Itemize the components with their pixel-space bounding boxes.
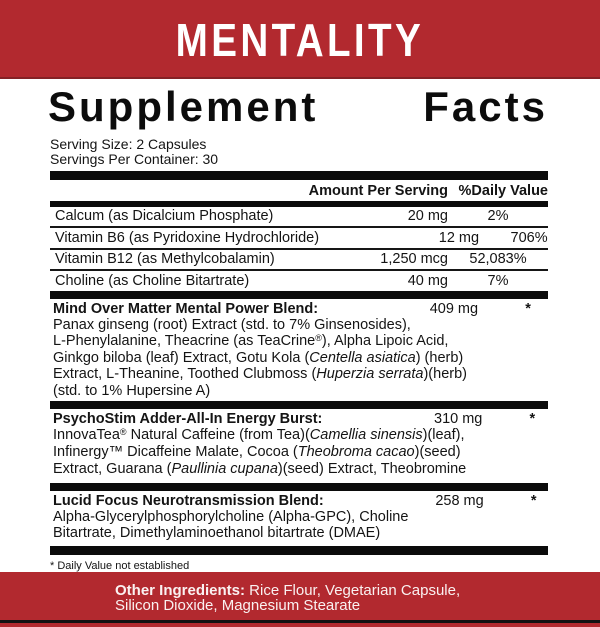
- text-segment: Rice Flour, Vegetarian Capsule,: [245, 581, 461, 599]
- blend-section: [50, 409, 548, 483]
- daily-value-header: %Daily Value: [458, 182, 548, 199]
- nutrient-row: [50, 228, 548, 250]
- other-ingredients-footer: [0, 572, 600, 627]
- supplement-facts-title: [48, 85, 548, 128]
- divider-bar-blend: [50, 546, 548, 555]
- nutrient-amount: 20 mg: [407, 208, 448, 225]
- blend-description-line: [50, 367, 548, 382]
- text-segment: ®: [315, 332, 322, 343]
- blend-description-line: [50, 334, 548, 350]
- blend-title-row: [50, 494, 548, 509]
- divider-bar-blend: [50, 483, 548, 491]
- serving-info: [50, 137, 548, 167]
- text-segment: Centella asiatica: [309, 350, 416, 367]
- blend-description-line: [50, 384, 548, 399]
- text-segment: ®: [119, 427, 127, 438]
- blend-dv-asterisk: *: [530, 492, 537, 509]
- nutrient-rows: [50, 207, 548, 291]
- nutrient-dv: 2%: [487, 208, 509, 225]
- serving-size-line: Serving Size: 2 Capsules: [50, 136, 207, 152]
- title-word-supplement: Supplement: [48, 83, 319, 130]
- text-segment: Other Ingredients:: [115, 581, 246, 599]
- text-segment: Panax ginseng (root) Extract (std. to 7% Ginsenosides),: [53, 316, 411, 333]
- text-segment: )(seed) Extract, Theobromine: [277, 460, 467, 477]
- blend-section: [50, 299, 548, 401]
- nutrient-name: Vitamin B12 (as Methylcobalamin): [55, 251, 275, 268]
- blend-title-row: [50, 302, 548, 317]
- blend-title: Mind Over Matter Mental Power Blend:: [53, 300, 319, 317]
- text-segment: Natural Caffeine (from Tea)(: [126, 427, 310, 444]
- text-segment: )(herb): [423, 366, 467, 383]
- text-segment: ™: [108, 444, 124, 461]
- footer-bottom-rule: [0, 620, 600, 623]
- blend-amount: 310 mg: [434, 411, 483, 428]
- divider-bar-nutrients: [50, 291, 548, 299]
- servings-per-container-line: Servings Per Container: 30: [50, 150, 219, 167]
- blend-dv-asterisk: *: [525, 300, 531, 317]
- nutrient-row: [50, 271, 548, 291]
- other-ingredients-text: [115, 583, 580, 614]
- text-segment: Extract, Guarana (: [53, 460, 172, 477]
- facts-panel: [50, 128, 548, 572]
- text-segment: Dicaffeine Malate, Cocoa (: [123, 444, 298, 461]
- blend-title-row: [50, 412, 548, 427]
- nutrient-amount: 1,250 mcg: [380, 251, 448, 268]
- nutrient-name: Vitamin B6 (as Pyridoxine Hydrochloride): [55, 229, 320, 246]
- blend-title: PsychoStim Adder-All-In Energy Burst:: [53, 411, 323, 428]
- table-header-row: [50, 180, 548, 201]
- text-segment: ) (herb): [415, 350, 464, 367]
- nutrient-amount: 12 mg: [438, 229, 480, 246]
- amount-per-serving-header: Amount Per Serving: [308, 182, 448, 199]
- nutrient-row: [50, 207, 548, 229]
- blend-description-line: [50, 351, 548, 366]
- blend-amount: 409 mg: [429, 300, 479, 317]
- text-segment: Huperzia serrata: [316, 366, 424, 383]
- text-segment: Camellia sinensis: [309, 427, 423, 444]
- blend-description-line: [50, 428, 548, 444]
- nutrient-name: Choline (as Choline Bitartrate): [55, 272, 250, 289]
- blend-title: Lucid Focus Neurotransmission Blend:: [53, 492, 324, 509]
- brand-name: MENTALITY: [175, 13, 425, 66]
- nutrient-amount: 40 mg: [407, 272, 448, 289]
- nutrient-row: [50, 250, 548, 272]
- text-segment: InnovaTea: [53, 427, 120, 444]
- nutrient-dv: 52,083%: [469, 251, 527, 268]
- text-segment: )(seed): [414, 444, 461, 461]
- text-segment: ), Alpha Lipoic Acid,: [321, 332, 449, 349]
- nutrient-dv: 706%: [510, 229, 548, 246]
- blend-description-line: [50, 445, 548, 460]
- text-segment: Bitartrate, Dimethylaminoethanol bitartrate (DMAE): [53, 525, 381, 542]
- nutrient-dv: 7%: [487, 272, 509, 289]
- blend-description-line: [50, 462, 548, 477]
- blend-description-line: [50, 318, 548, 333]
- text-segment: Ginkgo biloba (leaf) Extract, Gotu Kola (: [53, 350, 310, 367]
- blend-description-line: [50, 510, 548, 525]
- blend-sections: [50, 299, 548, 555]
- text-segment: Silicon Dioxide, Magnesium Stearate: [115, 597, 361, 615]
- blend-section: [50, 491, 548, 546]
- text-segment: (std. to 1% Hupersine A): [53, 382, 211, 399]
- blend-dv-asterisk: *: [529, 411, 536, 428]
- text-segment: Alpha-Glycerylphosphorylcholine (Alpha-GPC), Choline: [53, 508, 409, 525]
- daily-value-footnote: * Daily Value not established: [50, 559, 190, 572]
- divider-bar-blend: [50, 401, 548, 409]
- divider-bar-top: [50, 171, 548, 180]
- text-segment: )(leaf),: [422, 427, 465, 444]
- footer-line: [115, 583, 580, 599]
- blend-description-line: [50, 526, 548, 541]
- text-segment: Paullinia cupana: [171, 460, 278, 477]
- footer-line: [115, 598, 580, 614]
- brand-banner: [0, 0, 600, 79]
- blend-amount: 258 mg: [435, 492, 484, 509]
- text-segment: L-Phenylalanine, Theacrine (as TeaCrine: [53, 332, 316, 349]
- text-segment: Extract, L-Theanine, Toothed Clubmoss (: [53, 366, 317, 383]
- title-word-facts: Facts: [423, 83, 548, 130]
- text-segment: Theobroma cacao: [297, 444, 415, 461]
- text-segment: Infinergy: [53, 444, 109, 461]
- nutrient-name: Calcum (as Dicalcium Phosphate): [55, 208, 274, 225]
